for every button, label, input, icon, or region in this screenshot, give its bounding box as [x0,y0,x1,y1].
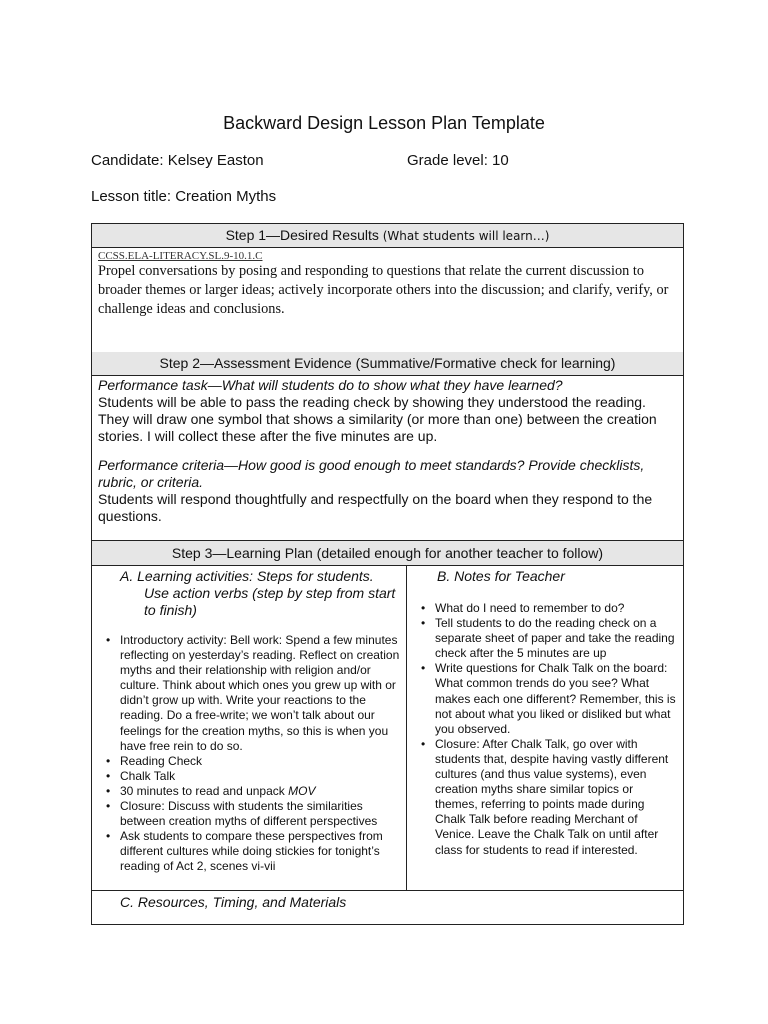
lesson-title: Lesson title: Creation Myths [91,188,277,205]
performance-criteria-answer: Students will respond thoughtfully and respectfully on the board when they respond to the questions. [98,491,653,524]
list-item: • Introductory activity: Bell work: Spend a few minutes reflecting on yesterday’s reading. Reflect on creation myths and their relationship with religion and/or culture. Think about which ones you grew up with or didn’t grow up with. Write your reactions to the reading. Do a free-write; we won’t talk about our feelings for the creation myths, so this is when you have free rein to do so. [100,633,400,754]
document-title: Backward Design Lesson Plan Template [223,113,545,133]
list-item: • Closure: Discuss with students the similarities between creation myths of different perspectives [100,799,400,829]
lesson-plan-table [91,223,684,925]
grade-level: Grade level: 10 [407,152,509,169]
list-item: • What do I need to remember to do? [415,601,677,616]
list-item: • Write questions for Chalk Talk on the board: What common trends do you see? What makes each one different? Remember, this is not about what you liked or disliked but what you observed. [415,661,677,736]
step2-header: Step 2—Assessment Evidence (Summative/Formative check for learning) [92,352,683,376]
list-item: • Reading Check [100,754,400,769]
list-item: • Chalk Talk [100,769,400,784]
learning-activities-heading-line1: A. Learning activities: Steps for students. [120,568,374,584]
learning-activities-heading-line2: Use action verbs (step by step from start to finish) [144,585,396,618]
list-item: • Tell students to do the reading check on a separate sheet of paper and take the reading check after the 5 minutes are up [415,616,677,661]
resources-heading: C. Resources, Timing, and Materials [120,894,347,910]
learning-activities-column [92,566,407,890]
step1-sublabel: (What students will learn…) [382,229,550,243]
standard-text: Propel conversations by posing and responding to questions that relate the current discussion to broader themes or larger ideas; actively incorporate others into the discussion; and clarify, verify, or challenge ideas and conclusions. [98,263,669,317]
teacher-notes-heading: B. Notes for Teacher [437,568,565,584]
assessment-section [92,376,683,541]
learning-plan [92,566,683,891]
standard-code: CCSS.ELA-LITERACY.SL.9-10.1.C [98,250,263,262]
step3-header: Step 3—Learning Plan (detailed enough for another teacher to follow) [92,541,683,566]
learning-activities-heading [120,568,400,619]
step1-header [92,224,683,248]
list-item: • Ask students to compare these perspectives from different cultures while doing stickies for tonight’s reading of Act 2, scenes vi-vii [100,829,400,874]
performance-task-question: Performance task—What will students do to show what they have learned? [98,377,563,393]
teacher-notes-column [407,566,683,890]
teacher-notes-list [415,601,677,858]
list-item: • Closure: After Chalk Talk, go over with students that, despite having vastly different cultures (and thus value systems), even creation myths share similar topics or themes, referring to points made during Chalk Talk before reading Merchant of Venice. Leave the Chalk Talk on until after class for students to read if interested. [415,737,677,858]
candidate-name: Candidate: Kelsey Easton [91,152,264,169]
performance-task-answer: Students will be able to pass the reading check by showing they understood the reading. They will draw one symbol that shows a similarity (or more than one) between the creation stories. I will collect these after the five minutes are up. [98,394,657,444]
performance-criteria-question: Performance criteria—How good is good enough to meet standards? Provide checklists, rubric, or criteria. [98,457,645,490]
step1-label: Step 1—Desired Results [225,227,383,243]
learning-activities-list [100,633,400,875]
list-item: • 30 minutes to read and unpack MOV [100,784,400,799]
